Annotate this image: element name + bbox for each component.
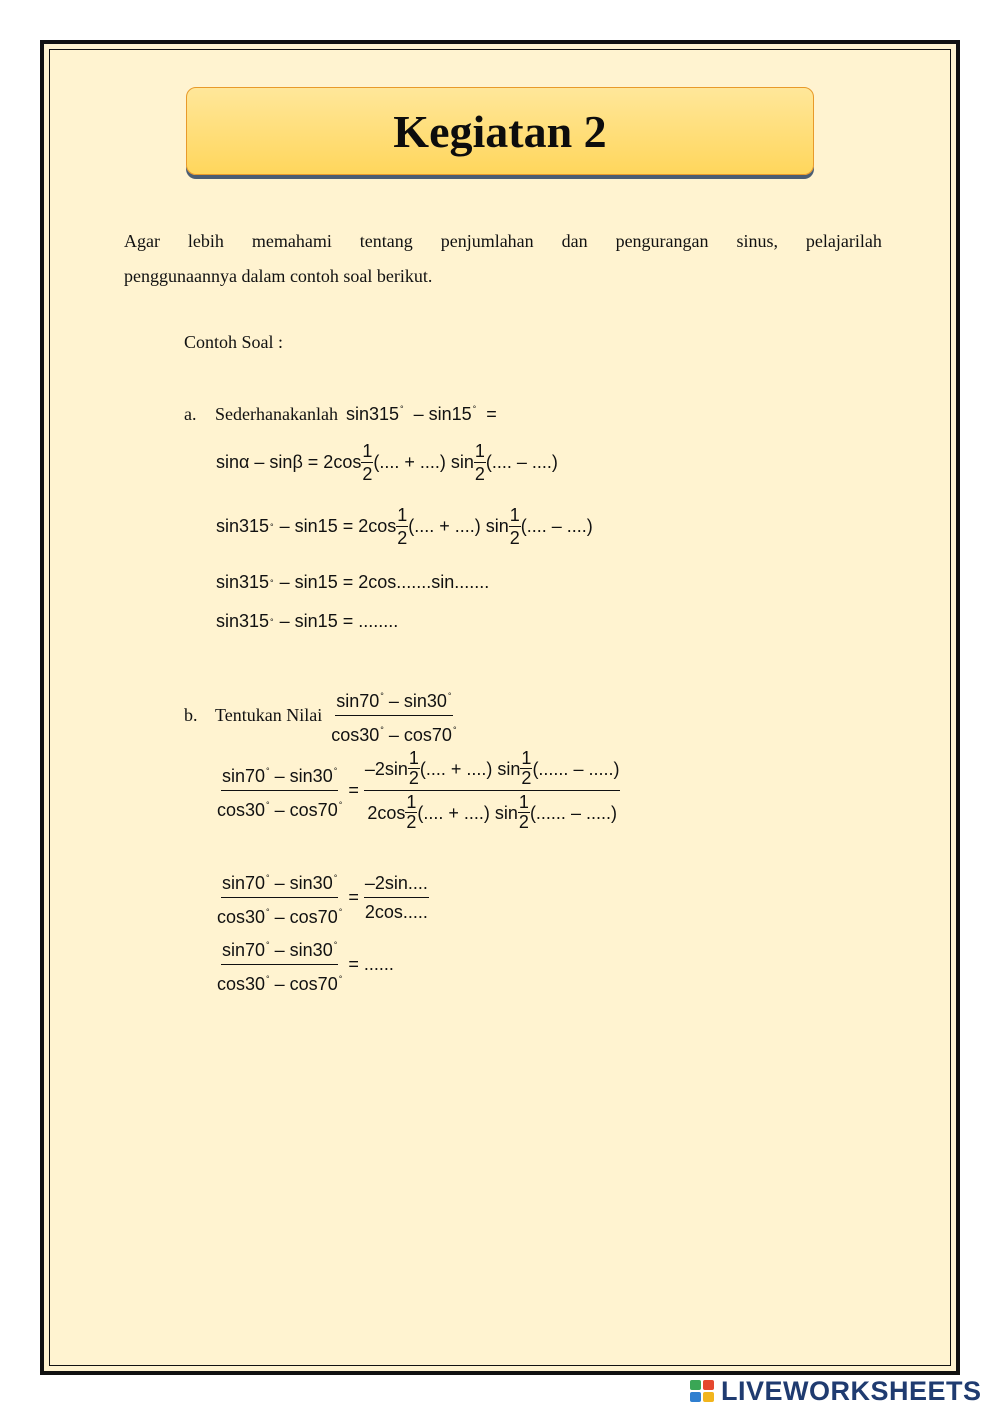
minus-sign: – <box>274 907 285 927</box>
term: sin70 <box>222 766 266 786</box>
numerator <box>364 749 621 791</box>
degree-symbol: ° <box>270 521 274 532</box>
step-lhs: sin315 <box>216 572 270 592</box>
lhs-fraction <box>216 757 343 824</box>
part-b-step-3 <box>216 931 394 998</box>
term: cos30 <box>217 907 266 927</box>
part-a-marker: a. <box>184 404 197 424</box>
equals-sign: = <box>348 954 359 974</box>
minus-sign: – <box>274 873 285 893</box>
numerator <box>221 757 338 791</box>
degree-symbol: ° <box>447 691 452 701</box>
term: cos70 <box>289 800 338 820</box>
half-fraction <box>474 440 486 485</box>
term: sin315 <box>345 404 399 424</box>
term: sin70 <box>222 940 266 960</box>
numerator: 1 <box>509 505 520 525</box>
numerator: –2sin.... <box>364 869 429 898</box>
step-mid: (.... + ....) sin <box>408 516 509 536</box>
equals-sign: = <box>348 887 359 907</box>
rhs-fraction <box>364 869 429 926</box>
degree-symbol: ° <box>266 974 270 984</box>
denominator: 2cos..... <box>364 902 428 922</box>
term: cos70 <box>289 907 338 927</box>
numerator: 1 <box>408 748 419 768</box>
degree-symbol: ° <box>333 940 338 950</box>
logo-text: LIVEWORKSHEETS <box>721 1375 982 1406</box>
intro-word: pelajarilah <box>805 231 882 251</box>
term: sin15 <box>428 404 472 424</box>
step-rest: – sin15 = ........ <box>279 611 399 631</box>
minus-sign: – <box>413 404 424 424</box>
liveworksheets-logo-icon <box>690 1380 716 1402</box>
part-a-expression <box>346 404 502 425</box>
logo-square <box>703 1380 714 1390</box>
formula-lhs: sinα – sinβ = 2cos <box>216 452 362 472</box>
step-lhs: sin315 <box>216 516 270 536</box>
numerator <box>221 931 338 965</box>
denominator: 2 <box>362 464 373 484</box>
part-b-instruction: Tentukan Nilai <box>215 705 323 725</box>
term: sin30 <box>289 873 333 893</box>
degree-symbol: ° <box>338 907 343 917</box>
intro-word: dan <box>561 231 588 251</box>
part-a-instruction: Sederhanakanlah <box>215 404 338 424</box>
denominator <box>216 965 343 998</box>
degree-symbol: ° <box>380 725 384 735</box>
minus-sign: – <box>388 725 399 745</box>
liveworksheets-logo[interactable] <box>690 1376 982 1406</box>
part-b-marker: b. <box>184 705 198 725</box>
denominator: 2 <box>509 528 520 548</box>
degree-symbol: ° <box>266 766 270 776</box>
degree-symbol: ° <box>452 725 457 735</box>
degree-symbol: ° <box>266 800 270 810</box>
formula-end: (.... – ....) <box>485 452 558 472</box>
part-b-problem <box>184 682 458 749</box>
logo-square <box>690 1380 701 1390</box>
worksheet-page <box>40 40 960 1375</box>
numerator <box>335 682 452 716</box>
intro-word: memahami <box>251 231 332 251</box>
half-fraction <box>361 440 373 485</box>
page-title: Kegiatan 2 <box>393 105 607 157</box>
step-rest: – sin15 = 2cos.......sin....... <box>279 572 490 592</box>
half-fraction <box>408 749 420 788</box>
numerator: 1 <box>521 748 532 768</box>
degree-symbol: ° <box>380 691 384 701</box>
term: (.... + ....) sin <box>419 758 521 779</box>
term: cos30 <box>217 800 266 820</box>
degree-symbol: ° <box>472 404 477 414</box>
degree-symbol: ° <box>266 907 270 917</box>
intro-line-1 <box>124 224 882 259</box>
part-a-step-2 <box>216 572 489 593</box>
minus-sign: – <box>274 940 285 960</box>
denominator <box>216 898 343 931</box>
intro-paragraph <box>124 224 882 294</box>
term: sin30 <box>289 766 333 786</box>
minus-sign: – <box>274 974 285 994</box>
denominator <box>216 791 343 824</box>
degree-symbol: ° <box>266 873 270 883</box>
term: cos30 <box>217 974 266 994</box>
lhs-fraction <box>216 864 343 931</box>
part-b-step-2 <box>216 864 429 931</box>
term: (.... + ....) sin <box>417 802 518 823</box>
term: sin30 <box>289 940 333 960</box>
term: cos70 <box>289 974 338 994</box>
denominator: 2 <box>406 812 417 832</box>
minus-sign: – <box>388 691 399 711</box>
logo-square <box>690 1392 701 1402</box>
intro-word: Agar <box>124 231 160 251</box>
result-blank: ...... <box>363 954 394 974</box>
equals-sign: = <box>486 404 497 424</box>
rhs-big-fraction <box>364 749 621 832</box>
term: (...... – .....) <box>529 802 617 823</box>
part-a-formula <box>216 440 558 485</box>
degree-symbol: ° <box>270 577 274 588</box>
denominator: 2 <box>474 464 485 484</box>
term: cos30 <box>331 725 380 745</box>
minus-sign: – <box>274 800 285 820</box>
degree-symbol: ° <box>338 974 343 984</box>
numerator: 1 <box>474 441 485 461</box>
degree-symbol: ° <box>400 404 404 414</box>
half-fraction <box>405 793 417 832</box>
part-a-step-3 <box>216 611 398 632</box>
part-a-problem <box>184 404 502 425</box>
numerator <box>221 864 338 898</box>
half-fraction <box>509 504 521 549</box>
part-b-fraction <box>330 682 457 749</box>
numerator: 1 <box>362 441 373 461</box>
denominator <box>330 716 457 749</box>
contoh-soal-label: Contoh Soal : <box>184 332 284 352</box>
denominator <box>366 791 618 832</box>
logo-square <box>703 1392 714 1402</box>
part-b-step-1 <box>216 749 620 832</box>
lhs-fraction <box>216 931 343 998</box>
degree-symbol: ° <box>270 616 274 627</box>
half-fraction <box>396 504 408 549</box>
equals-sign: = <box>348 780 359 800</box>
numerator: 1 <box>397 505 408 525</box>
intro-word: pengurangan <box>615 231 709 251</box>
denominator: 2 <box>397 528 408 548</box>
term: sin70 <box>222 873 266 893</box>
degree-symbol: ° <box>333 873 338 883</box>
minus-sign: – <box>274 766 285 786</box>
title-banner <box>186 87 814 175</box>
step-lhs: sin315 <box>216 611 270 631</box>
step-rest: – sin15 = 2cos <box>279 516 397 536</box>
intro-word: penjumlahan <box>440 231 534 251</box>
half-fraction <box>520 749 532 788</box>
intro-line-2: penggunaannya dalam contoh soal berikut. <box>124 266 433 286</box>
numerator: 1 <box>518 792 529 812</box>
term: 2cos <box>367 802 406 823</box>
intro-word: sinus, <box>736 231 778 251</box>
formula-mid: (.... + ....) sin <box>373 452 474 472</box>
term: cos70 <box>403 725 452 745</box>
denominator: 2 <box>408 768 419 788</box>
intro-word: tentang <box>359 231 413 251</box>
part-a-step-1 <box>216 504 593 549</box>
term: –2sin <box>364 758 408 779</box>
denominator: 2 <box>521 768 532 788</box>
intro-word: lebih <box>187 231 224 251</box>
degree-symbol: ° <box>333 766 338 776</box>
term: (...... – .....) <box>532 758 620 779</box>
term: sin70 <box>336 691 380 711</box>
step-end: (.... – ....) <box>520 516 593 536</box>
numerator: 1 <box>406 792 417 812</box>
degree-symbol: ° <box>266 940 270 950</box>
degree-symbol: ° <box>338 800 343 810</box>
denominator: 2 <box>518 812 529 832</box>
half-fraction <box>518 793 530 832</box>
term: sin30 <box>403 691 447 711</box>
